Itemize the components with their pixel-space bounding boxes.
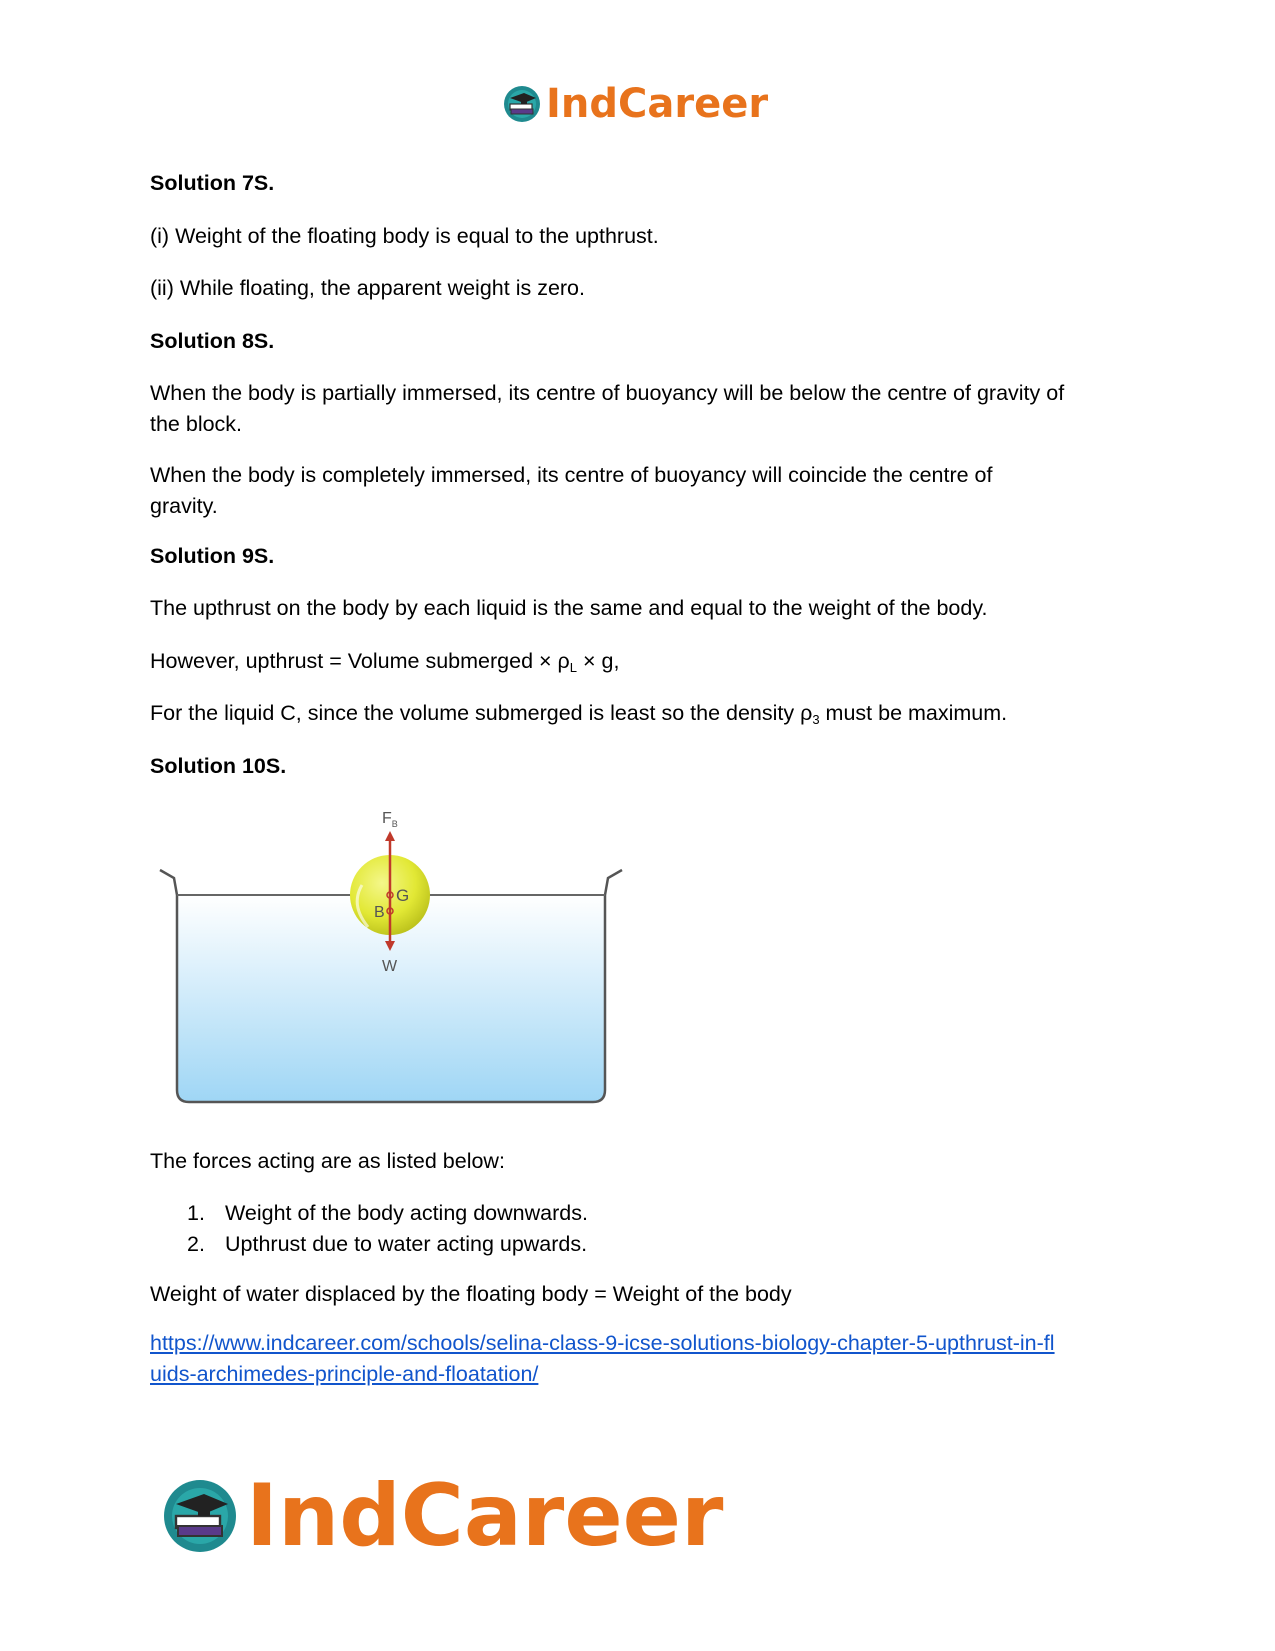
solution-9-line-1: The upthrust on the body by each liquid is the same and equal to the weight of the body. <box>150 596 988 620</box>
liquid-c-text: For the liquid C, since the volume submerged is least so the density ρ <box>150 701 813 725</box>
header-logo <box>502 80 768 128</box>
source-link-line-2[interactable]: uids-archimedes-principle-and-floatation/ <box>150 1362 539 1386</box>
list-text: Weight of the body acting downwards. <box>225 1201 588 1225</box>
solution-8-para-2-line-a: When the body is completely immersed, its centre of buoyancy will coincide the centre of <box>150 463 993 487</box>
solution-7-line-1: (i) Weight of the floating body is equal to the upthrust. <box>150 224 659 248</box>
solution-8-para-2-line-b: gravity. <box>150 494 218 518</box>
label-fb: $F_B$ <box>382 810 398 829</box>
solution-10-heading: Solution 10S. <box>150 754 287 778</box>
source-link-paragraph[interactable] <box>150 1328 1140 1390</box>
rho-3-subscript: 3 <box>812 712 820 727</box>
list-item <box>150 1198 1140 1229</box>
solution-7-line-2: (ii) While floating, the apparent weight is zero. <box>150 276 585 300</box>
list-number: 1. <box>187 1201 205 1225</box>
solution-9-line-3 <box>150 698 1140 729</box>
solution-9-heading: Solution 9S. <box>150 544 275 568</box>
rho-l-subscript: L <box>569 660 577 675</box>
solution-8-heading: Solution 8S. <box>150 329 275 353</box>
source-link[interactable] <box>150 1331 1055 1386</box>
label-b: B <box>374 904 385 921</box>
forces-list <box>150 1198 1140 1260</box>
list-item <box>150 1229 1140 1260</box>
solution-8-para-2 <box>150 460 1140 522</box>
graduation-book-icon <box>502 84 542 124</box>
list-number: 2. <box>187 1232 205 1256</box>
source-link-line-1[interactable]: https://www.indcareer.com/schools/selina-class-9-icse-solutions-biology-chapter-5-upthrust-in-fl <box>150 1331 1055 1355</box>
list-text: Upthrust due to water acting upwards. <box>225 1232 588 1256</box>
upthrust-formula-tail: × g, <box>577 649 620 673</box>
conclusion-line: Weight of water displaced by the floating body = Weight of the body <box>150 1282 792 1306</box>
brand-name: IndCareer <box>246 1466 724 1566</box>
solution-9-line-2 <box>150 646 1140 677</box>
label-g: G <box>396 886 410 905</box>
forces-intro: The forces acting are as listed below: <box>150 1149 505 1173</box>
label-w: W <box>382 958 398 975</box>
solution-7-heading: Solution 7S. <box>150 171 275 195</box>
footer-logo <box>160 1466 723 1566</box>
liquid-c-tail: must be maximum. <box>819 701 1008 725</box>
graduation-book-icon <box>160 1476 240 1556</box>
solution-8-para-1 <box>150 378 1140 440</box>
floating-ball-diagram <box>150 810 630 1175</box>
solution-8-para-1-line-a: When the body is partially immersed, its centre of buoyancy will be below the centre of gravity of <box>150 381 1065 405</box>
upthrust-formula-text: However, upthrust = Volume submerged × ρ <box>150 649 570 673</box>
brand-name: IndCareer <box>546 81 769 127</box>
solution-8-para-1-line-b: the block. <box>150 412 243 436</box>
